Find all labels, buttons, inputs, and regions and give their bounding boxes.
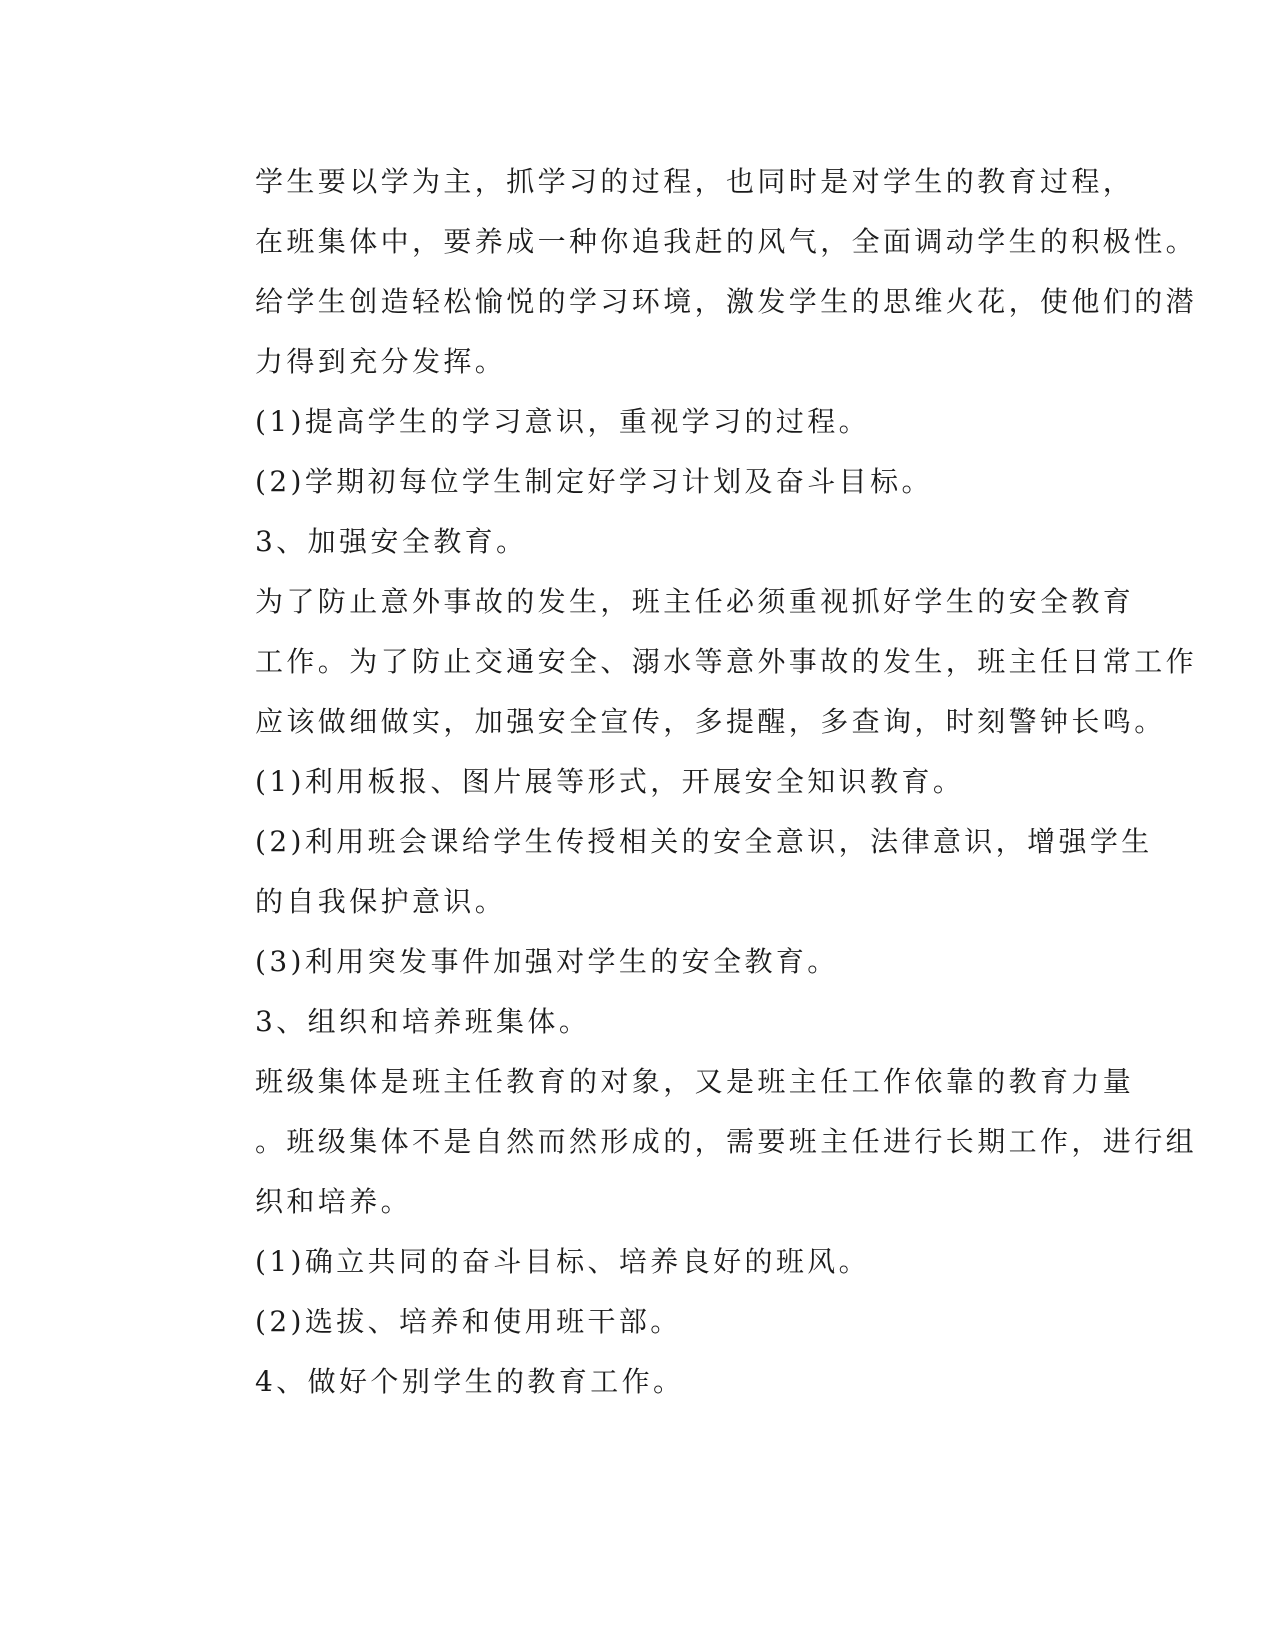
text-line: (1)确立共同的奋斗目标、培养良好的班风。 — [255, 1245, 871, 1278]
text-line: (2)学期初每位学生制定好学习计划及奋斗目标。 — [255, 465, 933, 498]
section-heading-class-collective — [185, 992, 1075, 1052]
text-line: (1)利用板报、图片展等形式，开展安全知识教育。 — [255, 765, 965, 798]
document-body — [185, 152, 1198, 1412]
text-line: 学生要以学为主，抓学习的过程，也同时是对学生的教育过程， — [255, 165, 1135, 198]
text-line: 班级集体是班主任教育的对象，又是班主任工作依靠的教育力量 — [255, 1065, 1135, 1098]
section-heading-safety — [185, 512, 1075, 572]
section-heading-individual-education — [185, 1352, 1075, 1412]
list-item-study-awareness — [185, 392, 1075, 452]
text-line: 为了防止意外事故的发生，班主任必须重视抓好学生的安全教育 — [255, 585, 1135, 618]
list-item-class-cadres — [185, 1292, 1075, 1352]
paragraph-study-focus — [185, 152, 1198, 392]
text-line: 3、组织和培养班集体。 — [255, 1005, 591, 1038]
text-line: (2)选拔、培养和使用班干部。 — [255, 1305, 682, 1338]
text-line: 应该做细做实，加强安全宣传，多提醒，多查询，时刻警钟长鸣。 — [255, 705, 1166, 738]
text-line: (2)利用班会课给学生传授相关的安全意识，法律意识，增强学生 — [255, 825, 1153, 858]
text-line: 在班集体中，要养成一种你追我赶的风气，全面调动学生的积极性。 — [255, 225, 1198, 258]
text-line: 给学生创造轻松愉悦的学习环境，激发学生的思维火花，使他们的潜 — [255, 285, 1198, 318]
paragraph-class-collective — [185, 1052, 1198, 1232]
list-item-safety-class-meeting — [185, 812, 1153, 932]
text-line: 工作。为了防止交通安全、溺水等意外事故的发生，班主任日常工作 — [255, 645, 1198, 678]
text-line: (1)提高学生的学习意识，重视学习的过程。 — [255, 405, 871, 438]
text-line: 力得到充分发挥。 — [255, 345, 507, 378]
text-line: 。班级集体不是自然而然形成的，需要班主任进行长期工作，进行组 — [255, 1125, 1198, 1158]
text-line: 的自我保护意识。 — [255, 885, 507, 918]
paragraph-safety — [185, 572, 1198, 752]
list-item-safety-board — [185, 752, 1075, 812]
text-line: 3、加强安全教育。 — [255, 525, 528, 558]
text-line: 织和培养。 — [255, 1185, 413, 1218]
text-line: 4、做好个别学生的教育工作。 — [255, 1365, 685, 1398]
text-line: (3)利用突发事件加强对学生的安全教育。 — [255, 945, 839, 978]
list-item-safety-emergency — [185, 932, 1075, 992]
list-item-study-plan — [185, 452, 1075, 512]
list-item-common-goal — [185, 1232, 1075, 1292]
